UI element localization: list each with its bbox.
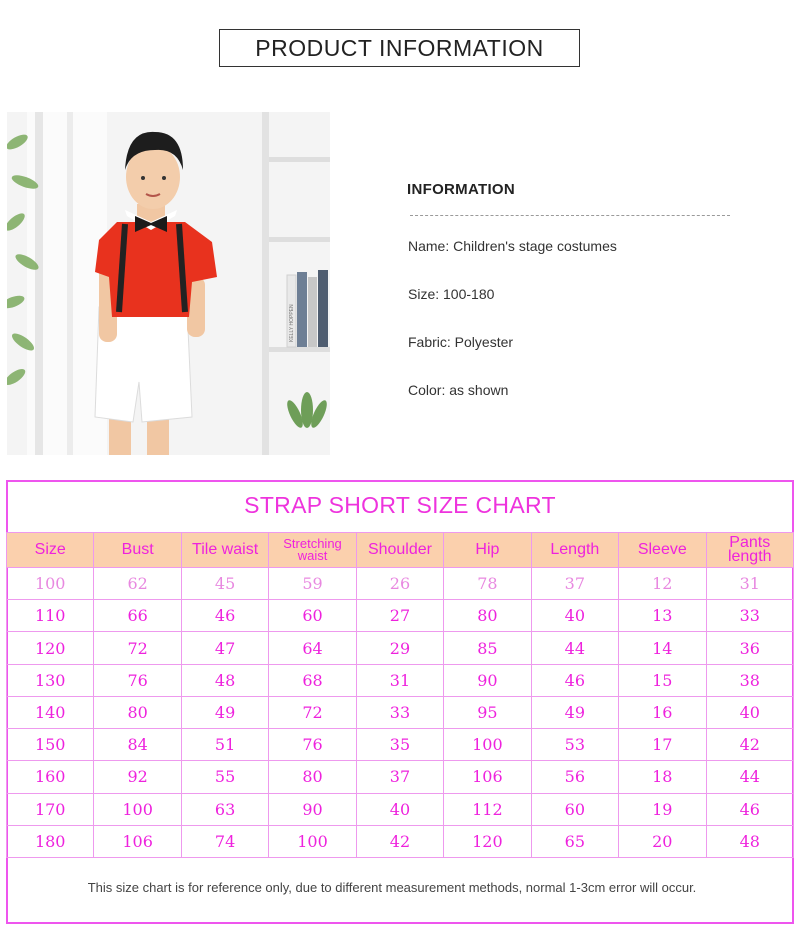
table-cell: 19 bbox=[619, 793, 706, 825]
table-cell: 15 bbox=[619, 664, 706, 696]
table-row bbox=[7, 729, 794, 761]
table-cell: 38 bbox=[706, 664, 794, 696]
size-chart-title: STRAP SHORT SIZE CHART bbox=[244, 492, 556, 518]
table-row bbox=[7, 600, 794, 632]
table-cell: 90 bbox=[444, 664, 531, 696]
table-cell: 74 bbox=[181, 825, 268, 857]
table-cell: 100 bbox=[94, 793, 181, 825]
col-hip: Hip bbox=[444, 533, 531, 568]
size-chart-header-row bbox=[7, 533, 794, 568]
table-cell: 46 bbox=[706, 793, 794, 825]
col-bust: Bust bbox=[94, 533, 181, 568]
table-cell: 106 bbox=[94, 825, 181, 857]
table-cell: 45 bbox=[181, 568, 268, 600]
info-size: Size: 100-180 bbox=[408, 286, 495, 302]
col-sleeve: Sleeve bbox=[619, 533, 706, 568]
table-cell: 26 bbox=[356, 568, 443, 600]
information-title: INFORMATION bbox=[407, 181, 516, 198]
table-cell: 56 bbox=[531, 761, 618, 793]
table-cell: 180 bbox=[7, 825, 94, 857]
table-cell: 31 bbox=[356, 664, 443, 696]
table-cell: 40 bbox=[531, 600, 618, 632]
table-cell: 60 bbox=[269, 600, 356, 632]
table-cell: 64 bbox=[269, 632, 356, 664]
product-photo bbox=[7, 112, 330, 455]
table-row bbox=[7, 696, 794, 728]
table-cell: 112 bbox=[444, 793, 531, 825]
table-cell: 100 bbox=[7, 568, 94, 600]
table-row bbox=[7, 825, 794, 857]
table-cell: 65 bbox=[531, 825, 618, 857]
table-cell: 49 bbox=[181, 696, 268, 728]
table-cell: 42 bbox=[356, 825, 443, 857]
table-cell: 170 bbox=[7, 793, 94, 825]
table-cell: 59 bbox=[269, 568, 356, 600]
product-photo-illustration bbox=[7, 112, 330, 455]
table-cell: 46 bbox=[531, 664, 618, 696]
table-cell: 150 bbox=[7, 729, 94, 761]
table-row bbox=[7, 761, 794, 793]
table-cell: 60 bbox=[531, 793, 618, 825]
col-tile-waist: Tile waist bbox=[181, 533, 268, 568]
table-cell: 120 bbox=[7, 632, 94, 664]
table-cell: 37 bbox=[356, 761, 443, 793]
table-cell: 44 bbox=[531, 632, 618, 664]
table-cell: 85 bbox=[444, 632, 531, 664]
table-cell: 130 bbox=[7, 664, 94, 696]
table-cell: 72 bbox=[269, 696, 356, 728]
table-cell: 33 bbox=[706, 600, 794, 632]
table-cell: 84 bbox=[94, 729, 181, 761]
table-cell: 40 bbox=[356, 793, 443, 825]
table-cell: 95 bbox=[444, 696, 531, 728]
table-row bbox=[7, 632, 794, 664]
table-cell: 36 bbox=[706, 632, 794, 664]
table-cell: 80 bbox=[444, 600, 531, 632]
info-fabric: Fabric: Polyester bbox=[408, 334, 514, 350]
table-cell: 78 bbox=[444, 568, 531, 600]
table-cell: 140 bbox=[7, 696, 94, 728]
table-cell: 55 bbox=[181, 761, 268, 793]
table-row bbox=[7, 664, 794, 696]
info-name: Name: Children's stage costumes bbox=[408, 238, 617, 254]
table-cell: 14 bbox=[619, 632, 706, 664]
col-shoulder: Shoulder bbox=[356, 533, 443, 568]
table-cell: 92 bbox=[94, 761, 181, 793]
table-cell: 42 bbox=[706, 729, 794, 761]
table-cell: 48 bbox=[181, 664, 268, 696]
table-cell: 35 bbox=[356, 729, 443, 761]
col-size: Size bbox=[7, 533, 94, 568]
table-cell: 29 bbox=[356, 632, 443, 664]
table-cell: 100 bbox=[444, 729, 531, 761]
table-cell: 68 bbox=[269, 664, 356, 696]
table-cell: 51 bbox=[181, 729, 268, 761]
table-cell: 13 bbox=[619, 600, 706, 632]
table-cell: 46 bbox=[181, 600, 268, 632]
information-divider bbox=[410, 215, 730, 216]
table-cell: 120 bbox=[444, 825, 531, 857]
info-color: Color: as shown bbox=[408, 382, 509, 398]
header-title: PRODUCT INFORMATION bbox=[255, 34, 544, 61]
table-cell: 40 bbox=[706, 696, 794, 728]
table-cell: 80 bbox=[94, 696, 181, 728]
table-cell: 48 bbox=[706, 825, 794, 857]
table-cell: 37 bbox=[531, 568, 618, 600]
table-cell: 27 bbox=[356, 600, 443, 632]
col-stretching-waist: Stretching waist bbox=[269, 533, 356, 568]
table-cell: 49 bbox=[531, 696, 618, 728]
table-cell: 76 bbox=[94, 664, 181, 696]
table-cell: 18 bbox=[619, 761, 706, 793]
table-cell: 20 bbox=[619, 825, 706, 857]
table-cell: 47 bbox=[181, 632, 268, 664]
table-cell: 90 bbox=[269, 793, 356, 825]
book-spine-text: KELLY HOPPEN bbox=[289, 304, 295, 342]
table-cell: 100 bbox=[269, 825, 356, 857]
table-cell: 66 bbox=[94, 600, 181, 632]
table-cell: 106 bbox=[444, 761, 531, 793]
size-chart-note: This size chart is for reference only, due to different measurement methods, normal 1-3cm error will occur. bbox=[87, 880, 697, 895]
table-cell: 76 bbox=[269, 729, 356, 761]
table-cell: 80 bbox=[269, 761, 356, 793]
col-length: Length bbox=[531, 533, 618, 568]
table-cell: 44 bbox=[706, 761, 794, 793]
table-cell: 72 bbox=[94, 632, 181, 664]
table-cell: 110 bbox=[7, 600, 94, 632]
size-chart-table bbox=[6, 532, 794, 858]
table-cell: 31 bbox=[706, 568, 794, 600]
table-cell: 62 bbox=[94, 568, 181, 600]
table-cell: 33 bbox=[356, 696, 443, 728]
table-cell: 17 bbox=[619, 729, 706, 761]
col-pants-length: Pants length bbox=[706, 533, 794, 568]
table-row bbox=[7, 568, 794, 600]
product-information-header bbox=[219, 29, 580, 67]
size-chart-body bbox=[7, 568, 794, 858]
table-cell: 16 bbox=[619, 696, 706, 728]
table-row bbox=[7, 793, 794, 825]
table-cell: 63 bbox=[181, 793, 268, 825]
table-cell: 53 bbox=[531, 729, 618, 761]
table-cell: 160 bbox=[7, 761, 94, 793]
table-cell: 12 bbox=[619, 568, 706, 600]
